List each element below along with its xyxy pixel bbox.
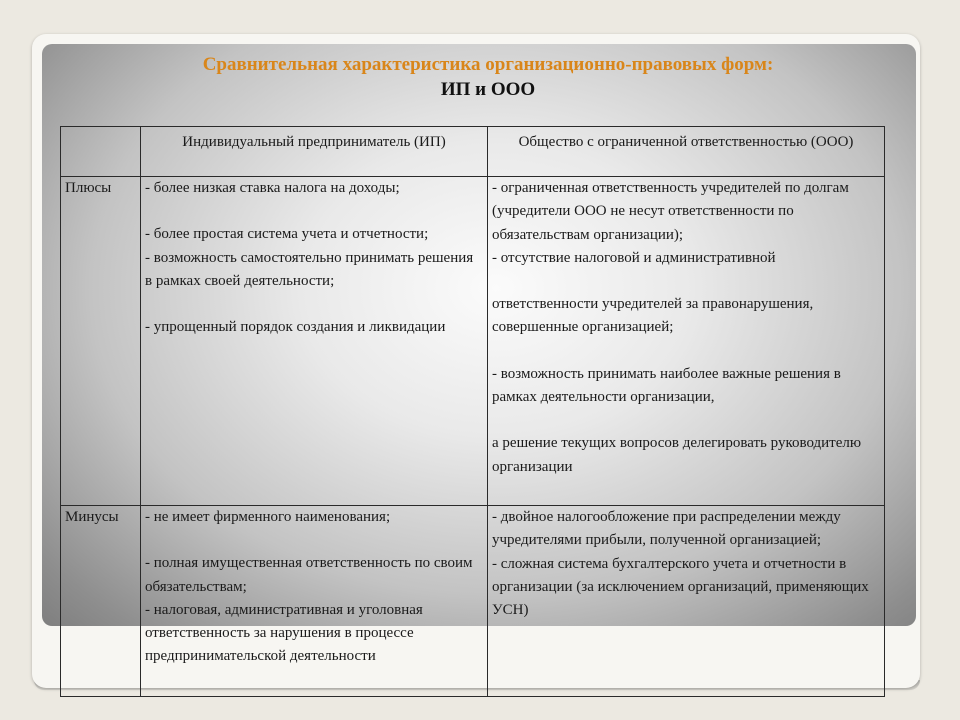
cell-ooo-minus bbox=[488, 506, 885, 697]
list-item: а решение текущих вопросов делегировать руководителю организации bbox=[492, 435, 862, 475]
list-item: - не имеет фирменного наименования; bbox=[145, 509, 391, 525]
list-item: - полная имущественная ответственность по своим обязательствам; bbox=[145, 555, 473, 595]
list-item: - возможность самостоятельно принимать решения в рамках своей деятельности; bbox=[145, 249, 474, 289]
list-item: - сложная система бухгалтерского учета и отчетности в организации (за исключением организаций, применяющих УСН) bbox=[492, 555, 869, 619]
table-header-row bbox=[61, 127, 885, 177]
list-item: - более простая система учета и отчетности; bbox=[145, 226, 429, 243]
list-item: - упрощенный порядок создания и ликвидации bbox=[145, 319, 446, 336]
list-item: - двойное налогообложение при распределении между учредителями прибыли, полученной организацией; bbox=[492, 509, 841, 549]
slide-title-line2: ИП и ООО bbox=[440, 79, 536, 100]
row-label-minus: Минусы bbox=[61, 506, 141, 697]
list-item: - более низкая ставка налога на доходы; bbox=[145, 180, 400, 196]
table-header-empty bbox=[61, 127, 141, 177]
slide-title-line1: Сравнительная характеристика организационно-правовых форм: bbox=[202, 54, 774, 75]
table-header-ip: Индивидуальный предприниматель (ИП) bbox=[141, 127, 488, 177]
cell-ooo-plus bbox=[488, 177, 885, 506]
list-item: - возможность принимать наиболее важные решения в рамках деятельности организации, bbox=[492, 365, 841, 406]
cell-ip-minus bbox=[141, 506, 488, 697]
comparison-table bbox=[60, 126, 885, 697]
slide-title bbox=[72, 52, 904, 102]
row-label-plus: Плюсы bbox=[61, 177, 141, 506]
list-item: - налоговая, административная и уголовная ответственность за нарушения в процессе предпринимательской деятельности bbox=[145, 601, 423, 665]
cell-ip-plus bbox=[141, 177, 488, 506]
list-item: - отсутствие налоговой и административной bbox=[492, 249, 776, 266]
list-item: ответственности учредителей за правонарушения, совершенные организацией; bbox=[492, 296, 814, 336]
table-row-minus bbox=[61, 506, 885, 697]
table-header-ooo: Общество с ограниченной ответственностью (ООО) bbox=[488, 127, 885, 177]
list-item: - ограниченная ответственность учредителей по долгам (учредители ООО не несут ответственности по обязательствам организации); bbox=[492, 180, 849, 243]
table-row-plus bbox=[61, 177, 885, 506]
